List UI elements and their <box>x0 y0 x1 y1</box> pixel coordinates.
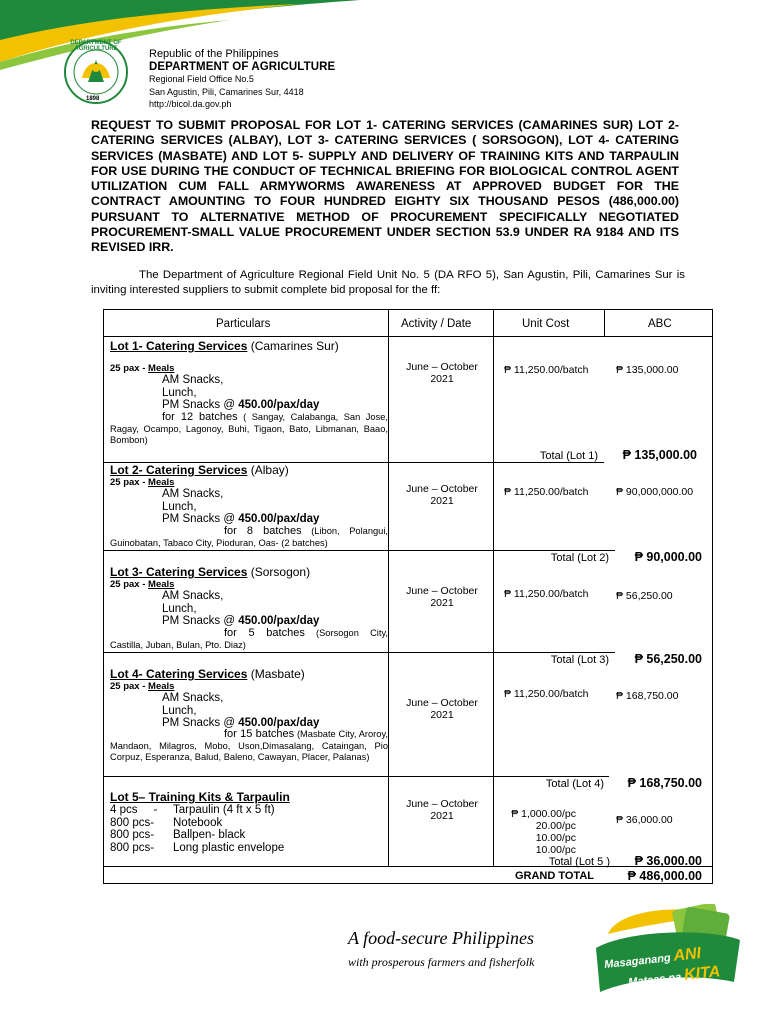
lot-5-abc: ₱ 36,000.00 <box>616 814 673 826</box>
lot-4-abc: ₱ 168,750.00 <box>616 690 679 702</box>
letterhead-address: San Agustin, Pili, Camarines Sur, 4418 <box>149 86 304 97</box>
rate: 450.00/pax/day <box>238 513 320 525</box>
item-desc: Notebook <box>173 816 223 829</box>
menu-item <box>162 513 319 526</box>
item-cost: 20.00/pc <box>535 820 576 832</box>
pm-snacks-label: PM Snacks @ <box>162 717 239 729</box>
lot-4-total-value: ₱ 168,750.00 <box>627 776 702 790</box>
pax-label: 25 pax - <box>110 681 149 692</box>
footer-slogan: A food-secure Philippines <box>348 928 534 948</box>
column-divider <box>604 310 605 336</box>
rate: 450.00/pax/day <box>238 717 320 729</box>
lot-5-descriptions <box>173 804 284 854</box>
column-divider <box>388 310 389 866</box>
logo-ani: ANI <box>672 944 702 965</box>
lot-1-name: Lot 1- Catering Services <box>110 339 248 353</box>
lot-4-name: Lot 4- Catering Services <box>110 667 248 681</box>
batch-locations: (Libon, Polangui, Guinobatan, Tabaco City, Pioduran, Oas- (2 batches) <box>110 526 388 548</box>
pax-label: 25 pax - <box>110 363 149 374</box>
batch-count: for 12 batches <box>162 411 238 423</box>
footer-slogan-block <box>348 928 534 970</box>
lot-1-pax <box>110 363 174 374</box>
lot-3-place: (Sorsogon) <box>247 565 311 579</box>
letterhead-website: http://bicol.da.gov.ph <box>149 99 232 109</box>
lot-1-items <box>162 374 319 412</box>
lot-3-abc: ₱ 56,250.00 <box>616 590 673 602</box>
lot-3-unit-cost: ₱ 11,250.00/batch <box>504 588 589 600</box>
item-cost: 10.00/pc <box>535 832 576 844</box>
lot-3-items <box>162 590 319 628</box>
header-particulars: Particulars <box>216 318 271 330</box>
lot-4-title <box>110 667 305 681</box>
pax-label: 25 pax - <box>110 477 149 488</box>
menu-item: Lunch, <box>162 386 197 399</box>
row-divider <box>104 652 615 653</box>
lot-5-title <box>110 790 290 804</box>
pax-label: 25 pax - <box>110 579 149 590</box>
seal-text: DEPARTMENT OF AGRICULTURE <box>70 40 122 52</box>
lot-4-batches <box>110 729 388 764</box>
menu-item: Lunch, <box>162 602 197 615</box>
lot-1-place: (Camarines Sur) <box>247 339 339 353</box>
lot-1-total-value: ₱ 135,000.00 <box>622 448 697 462</box>
header-abc: ABC <box>648 318 672 330</box>
lot-5-quantities <box>110 804 157 854</box>
department-seal <box>58 38 134 108</box>
letterhead-department: DEPARTMENT OF AGRICULTURE <box>149 60 336 73</box>
lot-3-total-label: Total (Lot 3) <box>550 654 609 666</box>
lot-1-unit-cost: ₱ 11,250.00/batch <box>504 364 589 376</box>
menu-item: AM Snacks, <box>162 590 224 602</box>
lot-1-total-label: Total (Lot 1) <box>539 450 598 462</box>
lot-4-pax <box>110 681 174 692</box>
lot-5-date: June – October 2021 <box>406 798 478 822</box>
row-divider <box>104 776 609 777</box>
lot-3-batches <box>110 628 388 651</box>
lot-4-place: (Masbate) <box>247 667 305 681</box>
batch-locations: ( Sangay, Calabanga, San Jose, Ragay, Ocampo, Lagonoy, Buhi, Tigaon, Bato, Libmanan, Baao, Bombon) <box>110 412 388 446</box>
batch-count: for 8 batches <box>224 525 302 537</box>
lot-2-items <box>162 488 319 526</box>
pm-snacks-label: PM Snacks @ <box>162 615 239 627</box>
lot-2-date: June – October 2021 <box>406 483 478 507</box>
document-title: REQUEST TO SUBMIT PROPOSAL FOR LOT 1- CATERING SERVICES (CAMARINES SUR) LOT 2- CATERING SERVICES (ALBAY), LOT 3- CATERING SERVICES ( SORSOGON), LOT 4- CATERING SERVICES (MASBATE) AND LOT 5- SUPPLY AND DELIVERY OF TRAINING KITS AND TARPAULIN FOR USE DURING THE CONDUCT OF TECHNICAL BRIEFING FOR BIOLOGICAL CONTROL AGENT UTILIZATION CUM FALL ARMYWORMS AWARENESS AT APPROVED BUDGET FOR THE CONTRACT AMOUNTING TO FOUR HUNDRED EIGHTY SIX THOUSAND PESOS (486,000.00) PURSUANT TO ALTERNATIVE METHOD OF PROCUREMENT SPECIFICALLY NEGOTIATED PROCUREMENT-SMALL VALUE PROCUREMENT UNDER SECTION 53.9 UNDER RA 9184 AND ITS REVISED IRR. <box>91 118 679 255</box>
lot-2-place: (Albay) <box>247 463 289 477</box>
lot-2-total-value: ₱ 90,000.00 <box>634 550 702 564</box>
rate: 450.00/pax/day <box>238 399 320 411</box>
meals-label: Meals <box>148 477 175 488</box>
menu-item: Lunch, <box>162 704 197 717</box>
item-desc: Tarpaulin (4 ft x 5 ft) <box>173 804 275 816</box>
menu-item <box>162 399 319 412</box>
intro-paragraph: The Department of Agriculture Regional Field Unit No. 5 (DA RFO 5), San Agustin, Pili, Camarines Sur is inviting interested suppliers to submit complete bid proposal for the ff: <box>91 269 685 296</box>
lot-5-unit-costs <box>504 808 576 856</box>
batch-count: for 15 batches <box>224 728 295 740</box>
rate: 450.00/pax/day <box>238 615 320 627</box>
letterhead-office: Regional Field Office No.5 <box>149 74 254 84</box>
lot-3-date: June – October 2021 <box>406 585 478 609</box>
menu-item: AM Snacks, <box>162 374 224 386</box>
grand-total-value: ₱ 486,000.00 <box>627 869 702 883</box>
item-qty: 800 pcs- <box>110 829 155 842</box>
row-divider <box>104 336 712 337</box>
letterhead-republic: Republic of the Philippines <box>149 48 279 60</box>
menu-item: Lunch, <box>162 500 197 513</box>
row-divider <box>104 550 615 551</box>
lot-2-title <box>110 463 289 477</box>
footer-subslogan: with prosperous farmers and fisherfolk <box>348 955 535 969</box>
menu-item <box>162 615 319 628</box>
lot-3-name: Lot 3- Catering Services <box>110 565 248 579</box>
meals-label: Meals <box>148 681 175 692</box>
lot-5-total-value: ₱ 36,000.00 <box>634 854 702 868</box>
lot-3-total-value: ₱ 56,250.00 <box>634 652 702 666</box>
lot-1-abc: ₱ 135,000.00 <box>616 364 679 376</box>
lot-3-pax <box>110 579 174 590</box>
lot-5-name: Lot 5– Training Kits & Tarpaulin <box>110 790 290 804</box>
menu-item: AM Snacks, <box>162 692 224 704</box>
grand-total-label: GRAND TOTAL <box>514 870 594 882</box>
item-desc: Long plastic envelope <box>173 841 285 854</box>
lot-2-unit-cost: ₱ 11,250.00/batch <box>504 486 589 498</box>
item-cost: ₱ 1,000.00/pc <box>511 808 576 820</box>
letterhead <box>149 48 335 111</box>
item-cost: 10.00/pc <box>535 844 576 856</box>
logo-masaganang: Masaganang <box>603 952 672 972</box>
lot-2-pax <box>110 477 174 488</box>
pm-snacks-label: PM Snacks @ <box>162 513 239 525</box>
proposal-table <box>103 309 713 884</box>
header-activity-date: Activity / Date <box>401 318 472 330</box>
lot-5-total-label: Total (Lot 5 ) <box>548 856 610 868</box>
item-qty: 800 pcs- <box>110 816 155 829</box>
batch-locations: (Sorsogon City, Castilla, Juban, Bulan, Pto. Diaz) <box>110 628 388 650</box>
meals-label: Meals <box>148 363 175 374</box>
lot-1-date: June – October 2021 <box>406 361 478 385</box>
header-unit-cost: Unit Cost <box>522 318 570 330</box>
lot-4-items <box>162 692 319 730</box>
masaganang-ani-logo <box>588 904 748 1004</box>
item-desc: Ballpen- black <box>173 829 246 842</box>
batch-locations: (Masbate City, Aroroy, Mandaon, Milagros, Mobo, Uson,Dimasalang, Cataingan, Pio Corpuz, Esperanza, Balud, Baleno, Cawayan, Placer, Palanas) <box>110 729 388 763</box>
lot-1-title <box>110 339 339 353</box>
lot-3-title <box>110 565 310 579</box>
lot-4-date: June – October 2021 <box>406 697 478 721</box>
pm-snacks-label: PM Snacks @ <box>162 399 239 411</box>
logo-kita: KITA <box>683 963 721 984</box>
lot-4-unit-cost: ₱ 11,250.00/batch <box>504 688 589 700</box>
item-qty: 800 pcs- <box>110 841 155 854</box>
item-qty: 4 pcs - <box>110 804 158 816</box>
lot-2-total-label: Total (Lot 2) <box>550 552 609 564</box>
logo-mataas-na: Mataas na <box>627 971 682 989</box>
lot-1-batches <box>110 412 388 447</box>
meals-label: Meals <box>148 579 175 590</box>
lot-2-abc: ₱ 90,000,000.00 <box>616 486 694 498</box>
column-divider <box>493 310 494 866</box>
menu-item: AM Snacks, <box>162 488 224 500</box>
batch-count: for 5 batches <box>224 627 305 639</box>
lot-2-name: Lot 2- Catering Services <box>110 463 248 477</box>
lot-2-batches <box>110 526 388 549</box>
lot-4-total-label: Total (Lot 4) <box>545 778 604 790</box>
seal-year: 1898 <box>86 96 100 102</box>
